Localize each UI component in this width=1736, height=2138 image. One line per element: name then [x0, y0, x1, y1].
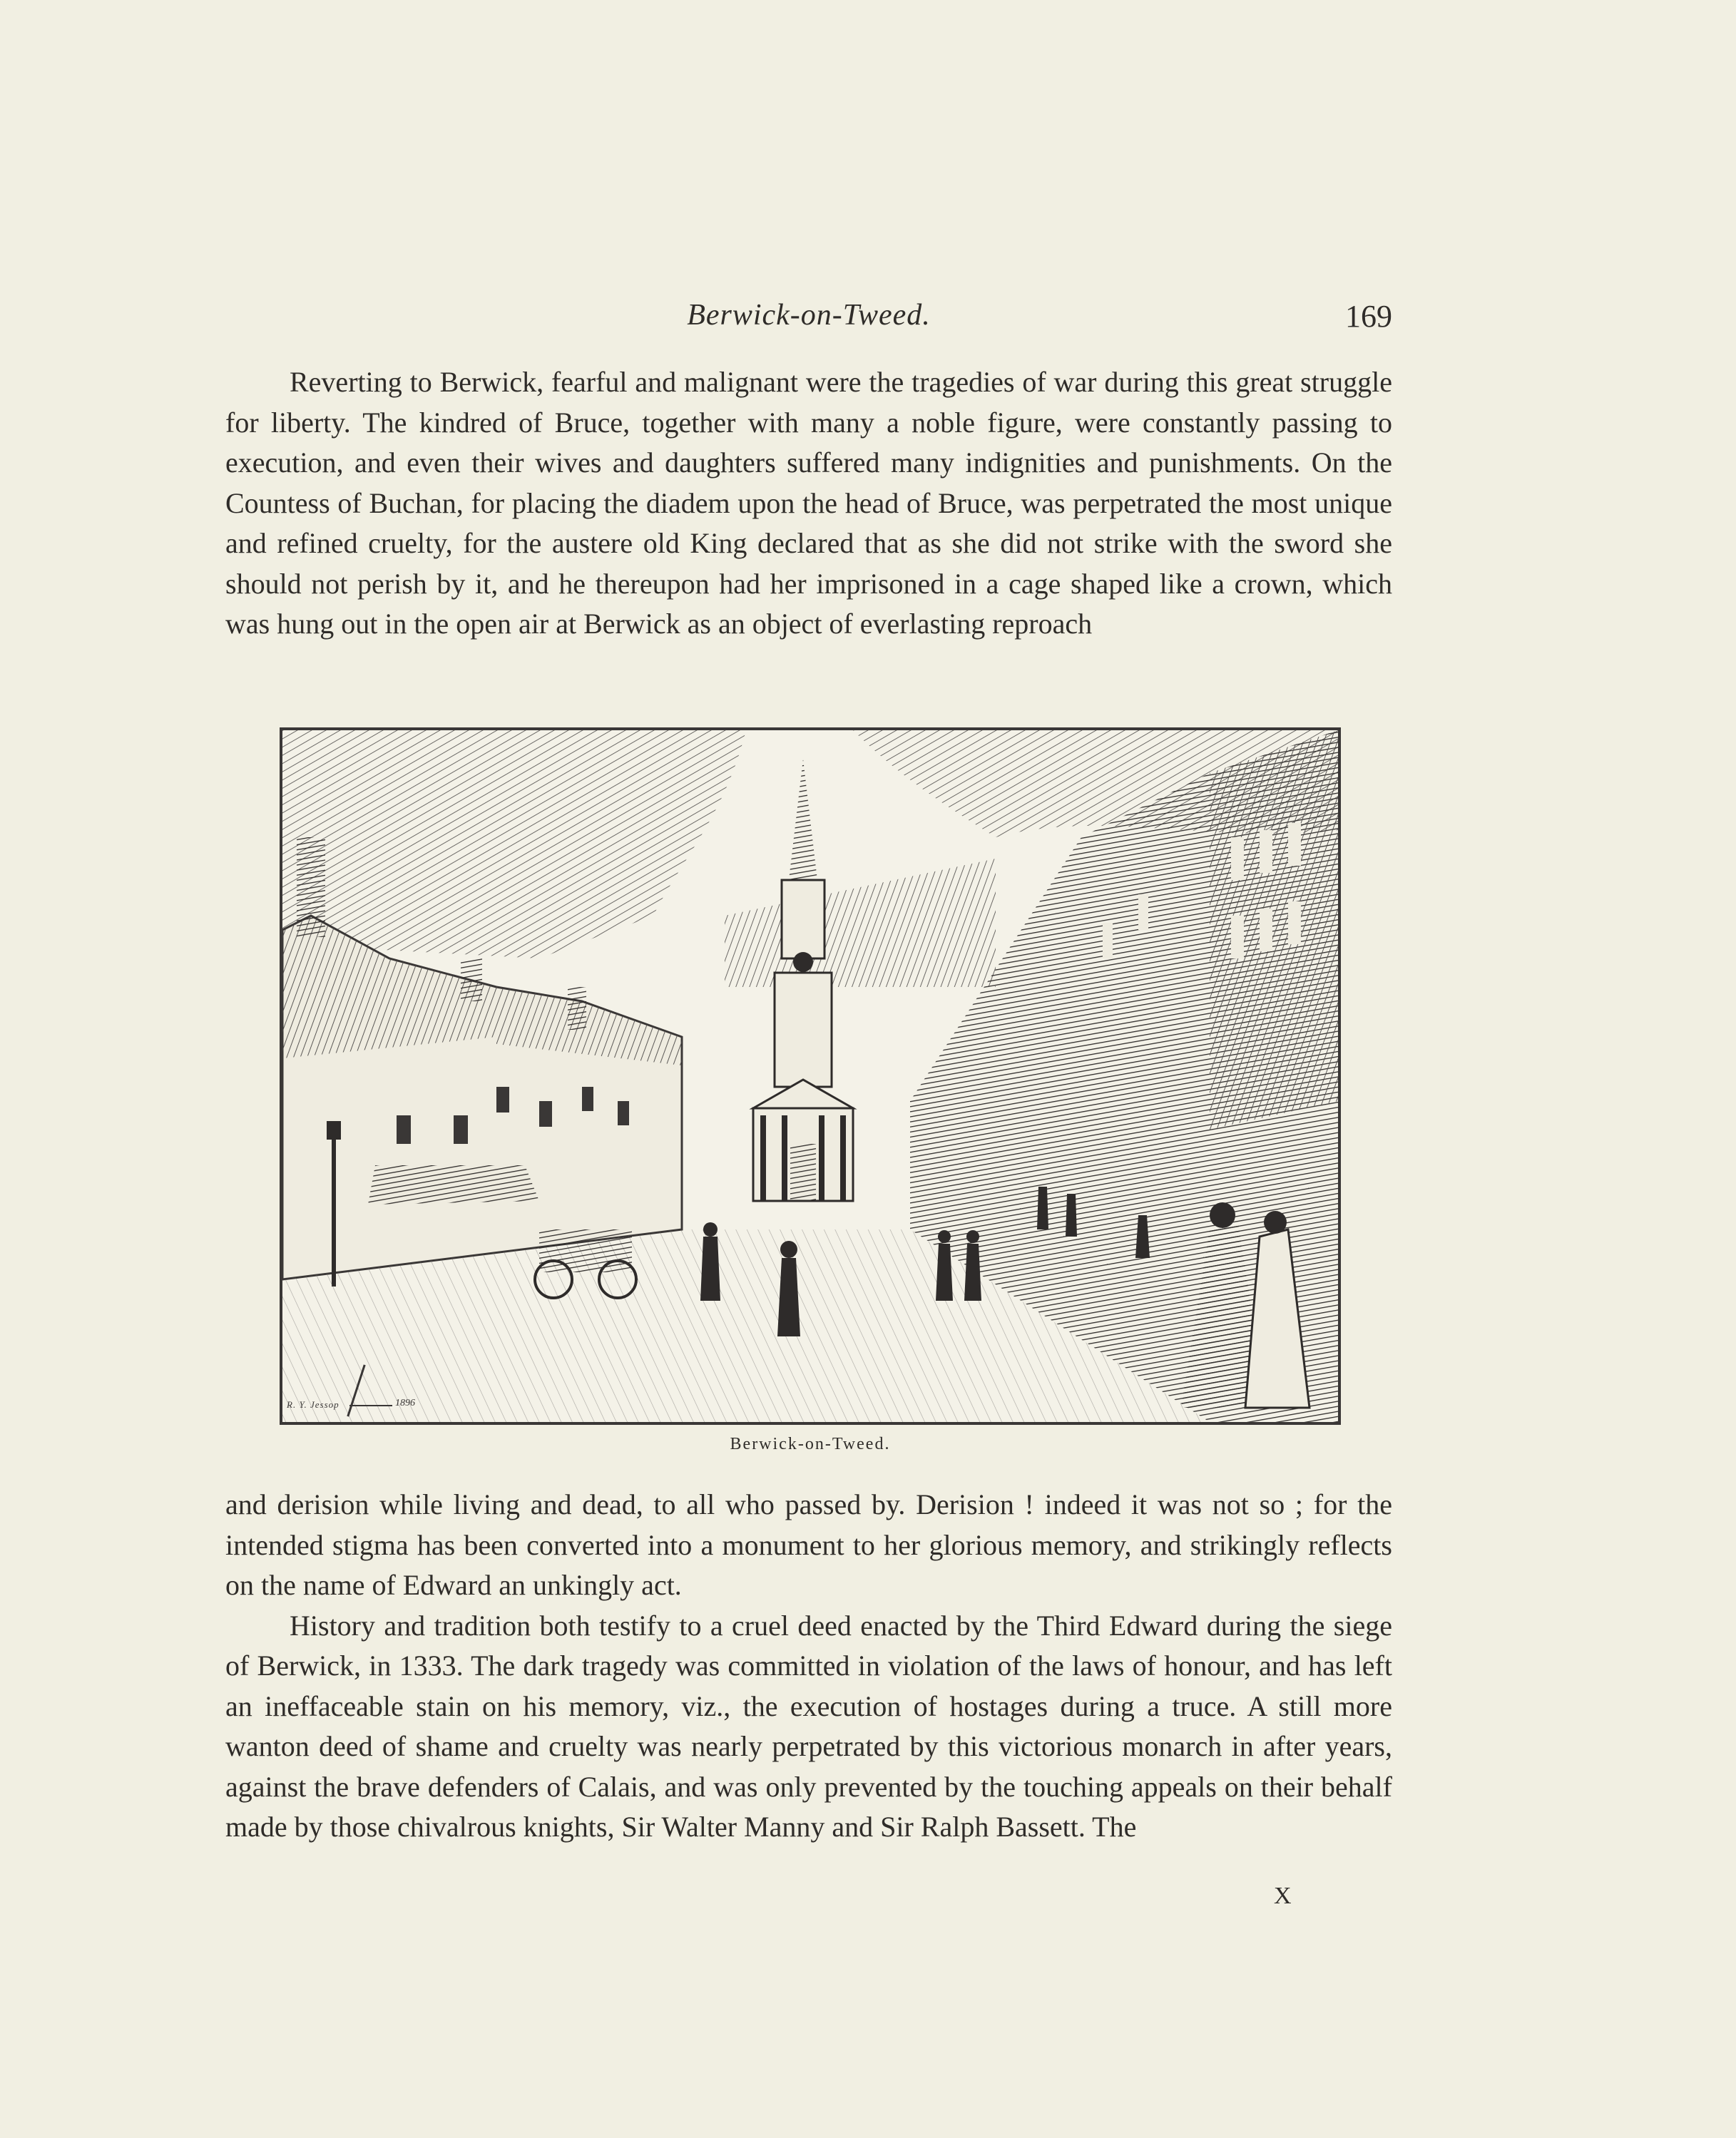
engraving-drawing: [282, 730, 1338, 1422]
paragraph-history: History and tradition both testify to a cruel deed enacted by the Third Edward during the siege of Berwick, in 1333. The dark tragedy was committed in violation of the laws of honour, and has left an ineffaceable stain on his memory, viz., the execution of hostages during a truce. A still more wanton deed of shame and cruelty was nearly perpetrated by this victorious monarch in after years, against the brave defenders of Calais, and was only prevented by the touching appeals on their behalf made by those chivalrous knights, Sir Walter Manny and Sir Ralph Bassett. The: [225, 1609, 1392, 1843]
chimney-2: [461, 958, 482, 1001]
paragraph-reverting: Reverting to Berwick, fearful and malignant were the tragedies of war during this great struggle for liberty. The kindred of Bruce, together with many a noble figure, were constantly passing to execution, and even their wives and daughters suffered many indignities and punishments. On the Countess of Buchan, for placing the diadem upon the head of Bruce, was perpetrated the most unique and refined cruelty, for the austere old King declared that as she did not strike with the sword she should not perish by it, and he thereupon had her imprisoned in a cage shaped like a crown, which was hung out in the open air at Berwick as an object of everlasting reproach: [225, 366, 1392, 640]
right-facade: [1210, 730, 1338, 1130]
running-head: [225, 298, 1392, 341]
church-clock: [793, 952, 813, 972]
church-belfry: [782, 880, 824, 958]
lamp-head: [327, 1121, 341, 1140]
signature-mark-x: X: [1274, 1883, 1292, 1909]
illustration-berwick-street: [280, 727, 1341, 1425]
shop-awning: [368, 1165, 539, 1204]
chimney-3: [568, 987, 586, 1030]
page-number: 169: [1345, 299, 1392, 334]
chimney-1: [297, 837, 325, 937]
running-title: Berwick-on-Tweed.: [687, 299, 931, 332]
church-door: [790, 1144, 816, 1201]
paragraph-continuation: and derision while living and dead, to all who passed by. Derision ! indeed it was not so ; for the intended stigma has been converted into a monument to her glorious memory, and strikingly reflects on the name of Edward an unkingly act.: [225, 1488, 1392, 1601]
signature-underline: [349, 1405, 392, 1406]
text-block-bottom: [225, 1485, 1392, 1848]
horse-cart: [539, 1229, 632, 1272]
text-block-top: [225, 362, 1392, 645]
signature-year: 1896: [395, 1398, 415, 1408]
figure-caption: Berwick-on-Tweed.: [730, 1435, 891, 1453]
church-tower: [775, 973, 832, 1087]
artist-signature: R. Y. Jessop: [287, 1399, 339, 1410]
